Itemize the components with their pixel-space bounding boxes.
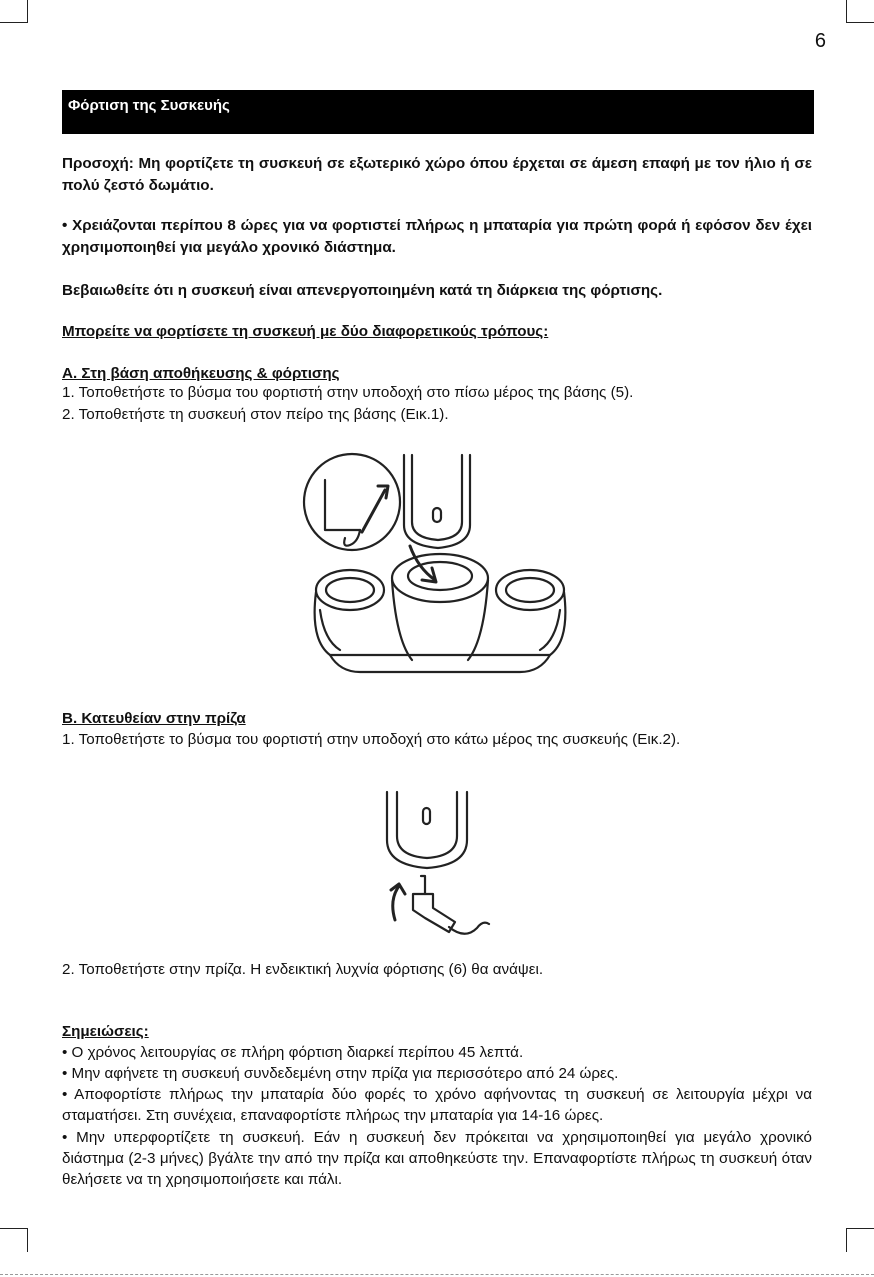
method-b-step-2: 2. Τοποθετήστε στην πρίζα. Η ενδεικτική λυχνία φόρτισης (6) θα ανάψει. — [62, 961, 544, 978]
section-title: Φόρτιση της Συσκευής — [68, 97, 230, 114]
crop-mark-bottom-left-v — [27, 1228, 28, 1252]
method-b-heading: B. Κατευθείαν στην πρίζα — [62, 710, 246, 727]
page-number: 6 — [814, 30, 826, 52]
figure-2-direct-charging — [385, 790, 495, 940]
section-title-bar — [62, 90, 814, 134]
crop-mark-top-left-v — [27, 0, 28, 22]
warning-text: Προσοχή: Μη φορτίζετε τη συσκευή σε εξωτερικό χώρο όπου έρχεται σε άμεση επαφή με τον ήλιο ή σε πολύ ζεστό δωμάτιο. — [62, 155, 812, 194]
note-item: • Ο χρόνος λειτουργίας σε πλήρη φόρτιση διαρκεί περίπου 45 λεπτά. — [62, 1044, 524, 1061]
crop-mark-top-left-h — [0, 22, 28, 23]
switch-off-note: Βεβαιωθείτε ότι η συσκευή είναι απενεργοποιημένη κατά τη διάρκεια της φόρτισης. — [62, 282, 663, 299]
crop-mark-bottom-right-h — [846, 1228, 874, 1229]
method-a-heading: A. Στη βάση αποθήκευσης & φόρτισης — [62, 365, 340, 382]
note-item: • Μην υπερφορτίζετε τη συσκευή. Εάν η συσκευή δεν πρόκειται να χρησιμοποιηθεί για μεγάλο χρονικό διάστημα (2-3 μήνες) βγάλτε την από την πρίζα και αποθηκεύστε την. Επαναφορτίστε πλήρως τη συσκευή όταν θελήσετε να τη χρησιμοποιήσετε και πάλι. — [62, 1129, 812, 1188]
note-item: • Αποφορτίστε πλήρως την μπαταρία δύο φορές το χρόνο αφήνοντας τη συσκευή σε λειτουργία μέχρι να σταματήσει. Στη συνέχεια, επαναφορτίστε πλήρως την μπαταρία για 14-16 ώρες. — [62, 1086, 812, 1124]
crop-mark-bottom-right-v — [846, 1228, 847, 1252]
page-bottom-edge — [0, 1274, 874, 1275]
charge-time-note: • Χρειάζονται περίπου 8 ώρες για να φορτιστεί πλήρως η μπαταρία για πρώτη φορά ή εφόσον δεν έχει χρησιμοποιηθεί για μεγάλο χρονικό διάστημα. — [62, 217, 812, 256]
crop-mark-top-right-h — [846, 22, 874, 23]
method-b-step-1: 1. Τοποθετήστε το βύσμα του φορτιστή στην υποδοχή στο κάτω μέρος της συσκευής (Εικ.2). — [62, 731, 681, 748]
crop-mark-top-right-v — [846, 0, 847, 22]
figure-1-charging-base — [300, 450, 580, 680]
two-ways-heading: Μπορείτε να φορτίσετε τη συσκευή με δύο διαφορετικούς τρόπους: — [62, 323, 549, 340]
note-item: • Μην αφήνετε τη συσκευή συνδεδεμένη στην πρίζα για περισσότερο από 24 ώρες. — [62, 1065, 619, 1082]
notes-heading: Σημειώσεις: — [62, 1023, 149, 1040]
method-a-step-2: 2. Τοποθετήστε τη συσκευή στον πείρο της βάσης (Εικ.1). — [62, 406, 449, 423]
crop-mark-bottom-left-h — [0, 1228, 28, 1229]
method-a-step-1: 1. Τοποθετήστε το βύσμα του φορτιστή στην υποδοχή στο πίσω μέρος της βάσης (5). — [62, 384, 634, 401]
